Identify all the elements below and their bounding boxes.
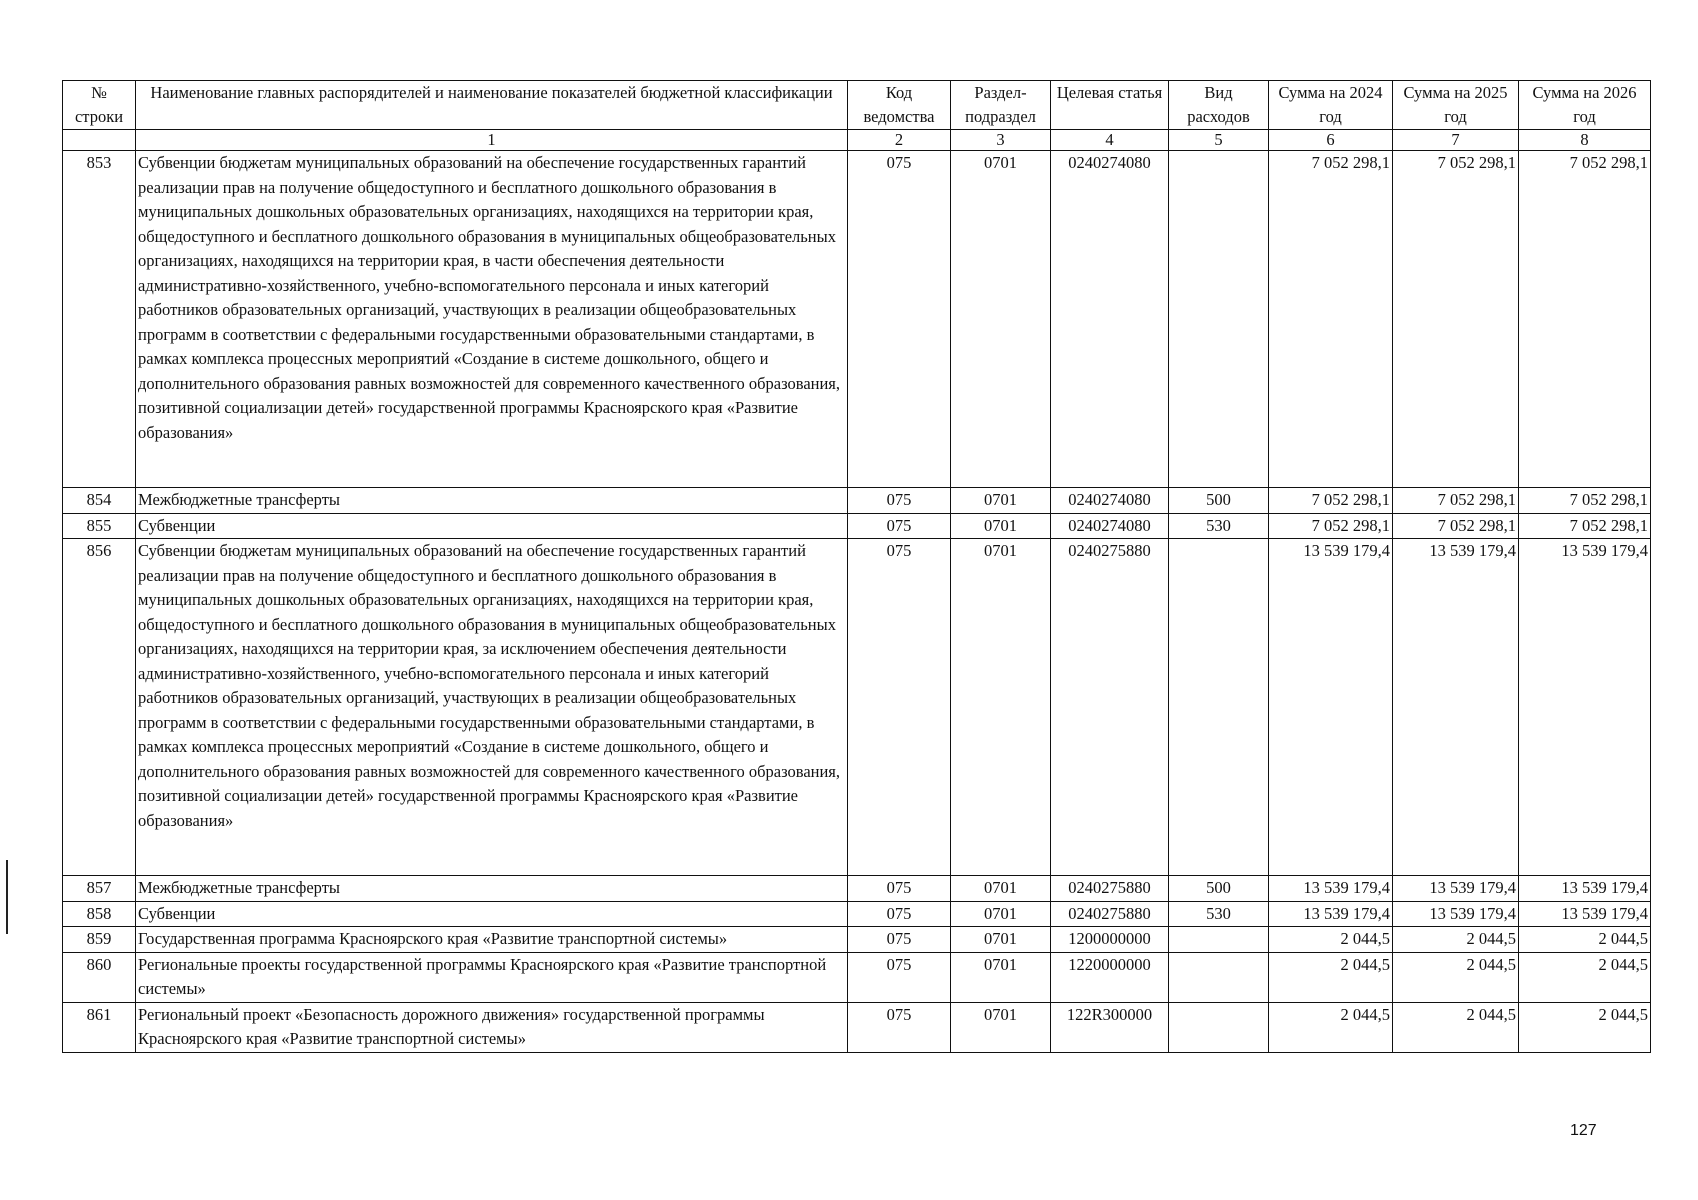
row-name: Субвенции	[136, 901, 848, 927]
budget-table	[62, 80, 1651, 1053]
row-expense-type	[1169, 539, 1269, 876]
row-section: 0701	[951, 876, 1051, 902]
header-target: Целевая статья	[1051, 81, 1169, 130]
row-target: 0240274080	[1051, 488, 1169, 514]
row-target: 0240274080	[1051, 151, 1169, 488]
row-expense-type	[1169, 927, 1269, 953]
row-sum-2024: 2 044,5	[1269, 952, 1393, 1002]
row-dept-code: 075	[848, 952, 951, 1002]
header-section: Раздел-подраздел	[951, 81, 1051, 130]
row-dept-code: 075	[848, 151, 951, 488]
col-number: 2	[848, 130, 951, 151]
table-row	[63, 539, 1651, 876]
row-sum-2025: 2 044,5	[1393, 952, 1519, 1002]
row-sum-2024: 2 044,5	[1269, 1002, 1393, 1052]
page-number: 127	[1570, 1122, 1597, 1139]
row-expense-type	[1169, 1002, 1269, 1052]
row-dept-code: 075	[848, 1002, 951, 1052]
row-name: Государственная программа Красноярского края «Развитие транспортной системы»	[136, 927, 848, 953]
row-sum-2025: 13 539 179,4	[1393, 876, 1519, 902]
col-number: 7	[1393, 130, 1519, 151]
row-name: Субвенции	[136, 513, 848, 539]
header-row	[63, 81, 1651, 130]
row-sum-2025: 13 539 179,4	[1393, 539, 1519, 876]
row-dept-code: 075	[848, 927, 951, 953]
row-sum-2025: 2 044,5	[1393, 1002, 1519, 1052]
table-row	[63, 513, 1651, 539]
row-target: 122R300000	[1051, 1002, 1169, 1052]
header-sum-2024: Сумма на 2024 год	[1269, 81, 1393, 130]
row-section: 0701	[951, 901, 1051, 927]
table-row	[63, 1002, 1651, 1052]
row-section: 0701	[951, 927, 1051, 953]
header-row-no: № строки	[63, 81, 136, 130]
col-number: 6	[1269, 130, 1393, 151]
row-name: Субвенции бюджетам муниципальных образований на обеспечение государственных гарантий реализации прав на получение общедоступного и бесплатного дошкольного образования в муниципальных дошкольных образовательных организациях, находящихся на территории края, общедоступного и бесплатного дошкольного образования в муниципальных общеобразовательных организациях, находящихся на территории края, за исключением обеспечения деятельности административно-хозяйственного, учебно-вспомогательного персонала и иных категорий работников образовательных организаций, участвующих в реализации общеобразовательных программ в соответствии с федеральными государственными образовательными стандартами, в рамках комплекса процессных мероприятий «Создание в системе дошкольного, общего и дополнительного образования равных возможностей для современного качественного образования, позитивной социализации детей» государственной программы Красноярского края «Развитие образования»	[136, 539, 848, 876]
table-row	[63, 952, 1651, 1002]
row-sum-2024: 2 044,5	[1269, 927, 1393, 953]
row-sum-2026: 13 539 179,4	[1519, 876, 1651, 902]
row-dept-code: 075	[848, 513, 951, 539]
col-number: 8	[1519, 130, 1651, 151]
row-sum-2024: 7 052 298,1	[1269, 513, 1393, 539]
row-expense-type	[1169, 952, 1269, 1002]
row-sum-2024: 13 539 179,4	[1269, 539, 1393, 876]
row-expense-type: 500	[1169, 876, 1269, 902]
row-sum-2025: 7 052 298,1	[1393, 151, 1519, 488]
margin-mark	[6, 860, 8, 934]
row-name: Субвенции бюджетам муниципальных образований на обеспечение государственных гарантий реализации прав на получение общедоступного и бесплатного дошкольного образования в муниципальных дошкольных образовательных организациях, находящихся на территории края, общедоступного и бесплатного дошкольного образования в муниципальных общеобразовательных организациях, находящихся на территории края, в части обеспечения деятельности административно-хозяйственного, учебно-вспомогательного персонала и иных категорий работников образовательных организаций, участвующих в реализации общеобразовательных программ в соответствии с федеральными государственными образовательными стандартами, в рамках комплекса процессных мероприятий «Создание в системе дошкольного, общего и дополнительного образования равных возможностей для современного качественного образования, позитивной социализации детей» государственной программы Красноярского края «Развитие образования»	[136, 151, 848, 488]
row-sum-2026: 2 044,5	[1519, 1002, 1651, 1052]
row-sum-2026: 13 539 179,4	[1519, 901, 1651, 927]
row-section: 0701	[951, 151, 1051, 488]
row-sum-2026: 2 044,5	[1519, 952, 1651, 1002]
row-sum-2024: 7 052 298,1	[1269, 151, 1393, 488]
row-number: 856	[63, 539, 136, 876]
row-name: Межбюджетные трансферты	[136, 876, 848, 902]
table-row	[63, 901, 1651, 927]
row-sum-2025: 7 052 298,1	[1393, 513, 1519, 539]
row-number: 860	[63, 952, 136, 1002]
row-sum-2025: 2 044,5	[1393, 927, 1519, 953]
row-target: 1200000000	[1051, 927, 1169, 953]
header-sum-2026: Сумма на 2026 год	[1519, 81, 1651, 130]
row-number: 858	[63, 901, 136, 927]
header-sum-2025: Сумма на 2025 год	[1393, 81, 1519, 130]
header-dept-code: Код ведомства	[848, 81, 951, 130]
row-dept-code: 075	[848, 539, 951, 876]
row-sum-2025: 7 052 298,1	[1393, 488, 1519, 514]
row-sum-2024: 7 052 298,1	[1269, 488, 1393, 514]
row-target: 0240275880	[1051, 901, 1169, 927]
row-dept-code: 075	[848, 901, 951, 927]
row-sum-2024: 13 539 179,4	[1269, 901, 1393, 927]
row-target: 0240275880	[1051, 539, 1169, 876]
row-sum-2026: 13 539 179,4	[1519, 539, 1651, 876]
row-dept-code: 075	[848, 876, 951, 902]
row-expense-type	[1169, 151, 1269, 488]
row-number: 857	[63, 876, 136, 902]
row-number: 853	[63, 151, 136, 488]
col-number: 4	[1051, 130, 1169, 151]
row-number: 855	[63, 513, 136, 539]
row-target: 1220000000	[1051, 952, 1169, 1002]
table-row	[63, 151, 1651, 488]
row-number: 861	[63, 1002, 136, 1052]
row-section: 0701	[951, 513, 1051, 539]
row-name: Региональный проект «Безопасность дорожного движения» государственной программы Красноярского края «Развитие транспортной системы»	[136, 1002, 848, 1052]
table-row	[63, 927, 1651, 953]
header-expense-type: Вид расходов	[1169, 81, 1269, 130]
header-name: Наименование главных распорядителей и наименование показателей бюджетной классификации	[136, 81, 848, 130]
row-sum-2026: 2 044,5	[1519, 927, 1651, 953]
row-expense-type: 530	[1169, 513, 1269, 539]
col-number: 1	[136, 130, 848, 151]
col-number	[63, 130, 136, 151]
row-expense-type: 530	[1169, 901, 1269, 927]
row-number: 859	[63, 927, 136, 953]
col-number: 3	[951, 130, 1051, 151]
row-dept-code: 075	[848, 488, 951, 514]
column-number-row	[63, 130, 1651, 151]
row-sum-2024: 13 539 179,4	[1269, 876, 1393, 902]
row-target: 0240275880	[1051, 876, 1169, 902]
table-row	[63, 876, 1651, 902]
row-section: 0701	[951, 488, 1051, 514]
row-sum-2026: 7 052 298,1	[1519, 151, 1651, 488]
col-number: 5	[1169, 130, 1269, 151]
row-sum-2026: 7 052 298,1	[1519, 488, 1651, 514]
row-section: 0701	[951, 952, 1051, 1002]
row-section: 0701	[951, 539, 1051, 876]
row-sum-2025: 13 539 179,4	[1393, 901, 1519, 927]
row-expense-type: 500	[1169, 488, 1269, 514]
row-section: 0701	[951, 1002, 1051, 1052]
row-number: 854	[63, 488, 136, 514]
row-target: 0240274080	[1051, 513, 1169, 539]
row-sum-2026: 7 052 298,1	[1519, 513, 1651, 539]
row-name: Региональные проекты государственной программы Красноярского края «Развитие транспортной системы»	[136, 952, 848, 1002]
row-name: Межбюджетные трансферты	[136, 488, 848, 514]
table-row	[63, 488, 1651, 514]
